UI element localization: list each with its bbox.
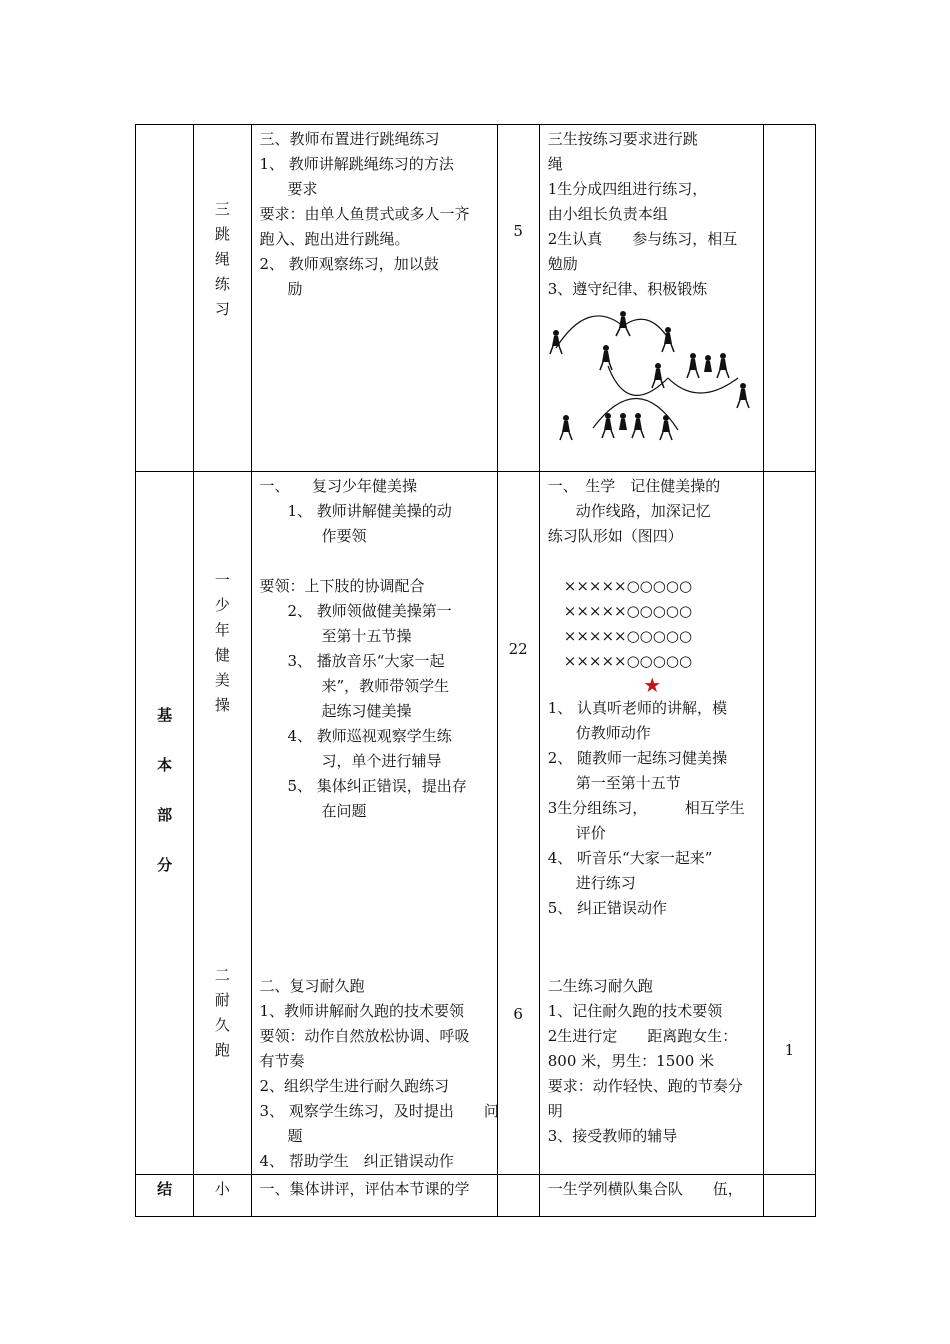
topic-char: 二 [214, 966, 230, 984]
teacher-line: 2、 教师观察练习，加以鼓 [259, 255, 439, 273]
student-line: 2生进行定 距离跑女生： [547, 1027, 738, 1045]
teacher-line: 1、 教师讲解健美操的动 [287, 502, 452, 520]
student-line: 1、记住耐久跑的技术要领 [547, 1002, 723, 1020]
jump-rope-illustration [548, 308, 760, 458]
section-char: 分 [157, 856, 173, 874]
teacher-line: 2、 教师领做健美操第一 [287, 602, 452, 620]
notes-cell [763, 472, 815, 1175]
student-line: 1生分成四组进行练习， [547, 180, 708, 198]
teacher-line: 1、教师讲解耐久跑的技术要领 [259, 1002, 465, 1020]
notes-cell-empty [763, 1175, 815, 1217]
teacher-line: 起练习健美操 [321, 702, 412, 720]
topic-char: 美 [214, 671, 230, 689]
topic-char: 小 [214, 1180, 230, 1198]
teacher-line: 一、集体讲评，评估本节课的学 [259, 1180, 470, 1198]
student-activity-cell [539, 472, 763, 1175]
teacher-line: 4、 帮助学生 纠正错误动作 [259, 1152, 454, 1170]
teacher-activity-cell [251, 125, 497, 472]
topic-char: 年 [214, 621, 230, 639]
section-cell-empty [136, 125, 194, 472]
teacher-line: 二、复习耐久跑 [259, 977, 365, 995]
teacher-line: 要领：上下肢的协调配合 [259, 577, 425, 595]
formation-row: ×××××○○○○○ [563, 652, 693, 670]
time-value: 22 [508, 640, 528, 658]
student-line: 3、接受教师的辅导 [547, 1127, 678, 1145]
topic-cell-main-part [194, 472, 251, 1175]
student-line: 一、 生学 记住健美操的 [547, 477, 721, 495]
teacher-activity-cell [251, 472, 497, 1175]
notes-value: 1 [784, 1041, 795, 1059]
topic-char: 绳 [214, 250, 230, 268]
teacher-line: 要领：动作自然放松协调、呼吸 [259, 1027, 470, 1045]
student-line: 5、 纠正错误动作 [547, 899, 668, 917]
teacher-line: 2、组织学生进行耐久跑练习 [259, 1077, 450, 1095]
student-activity-cell [539, 1175, 763, 1217]
teacher-line: 在问题 [321, 802, 367, 820]
student-line: 评价 [575, 824, 606, 842]
student-line: 练习队形如（图四） [547, 527, 683, 545]
topic-char: 三 [214, 200, 230, 218]
student-line: 动作线路，加深记忆 [575, 502, 711, 520]
topic-char: 一 [214, 571, 230, 589]
student-activity-cell [539, 125, 763, 472]
blank-line [260, 549, 491, 574]
teacher-line: 3、 播放音乐“大家一起 [287, 652, 445, 670]
teacher-line: 5、 集体纠正错误，提出存 [287, 777, 467, 795]
teacher-line: 要求 [287, 180, 318, 198]
teacher-line: 作要领 [321, 527, 367, 545]
topic-char: 习 [214, 300, 230, 318]
topic-cell-ending [194, 1175, 251, 1217]
student-line: 绳 [547, 155, 563, 173]
section-cell-main-part [136, 472, 194, 1175]
teacher-line: 3、 观察学生练习，及时提出 问 [259, 1102, 499, 1120]
topic-cell-jump-rope [194, 125, 251, 472]
teacher-position-star-icon: ★ [643, 673, 662, 697]
section-char: 基 [157, 706, 173, 724]
student-line: 要求：动作轻快、跑的节奏分 [547, 1077, 743, 1095]
student-line: 一生学列横队集合队 伍， [547, 1180, 743, 1198]
blank-line [548, 549, 757, 574]
section-char: 结 [157, 1180, 173, 1198]
teacher-line: 要求：由单人鱼贯式或多人一齐 [259, 205, 470, 223]
topic-char: 久 [214, 1016, 230, 1034]
teacher-line: 跑入、跑出进行跳绳。 [259, 230, 410, 248]
student-line: 二生练习耐久跑 [547, 977, 653, 995]
teacher-line: 有节奏 [259, 1052, 305, 1070]
table-row-jump-rope [136, 125, 816, 472]
topic-char: 练 [214, 275, 230, 293]
student-line: 3生分组练习， 相互学生 [547, 799, 745, 817]
section-char: 部 [157, 806, 173, 824]
student-line: 由小组长负责本组 [547, 205, 668, 223]
notes-cell-empty [763, 125, 815, 472]
student-line: 进行练习 [575, 874, 636, 892]
topic-char: 跑 [214, 1041, 230, 1059]
student-line: 2生认真 参与练习，相互 [547, 230, 738, 248]
formation-row: ×××××○○○○○ [563, 602, 693, 620]
student-line: 4、 听音乐“大家一起来” [547, 849, 713, 867]
topic-char: 操 [214, 696, 230, 714]
time-cell-empty [497, 1175, 539, 1217]
time-value: 5 [513, 222, 523, 240]
student-line: 仿教师动作 [575, 724, 651, 742]
student-line: 3、遵守纪律、积极锻炼 [547, 280, 708, 298]
formation-row: ×××××○○○○○ [563, 577, 693, 595]
table-row-ending [136, 1175, 816, 1217]
teacher-line: 励 [287, 280, 303, 298]
topic-char: 少 [214, 596, 230, 614]
lesson-plan-table [135, 124, 816, 1217]
teacher-line: 至第十五节操 [321, 627, 412, 645]
topic-char: 健 [214, 646, 230, 664]
blank-space [260, 824, 491, 974]
student-line: 明 [547, 1102, 563, 1120]
formation-row: ×××××○○○○○ [563, 627, 693, 645]
topic-char: 耐 [214, 991, 230, 1009]
section-cell-ending [136, 1175, 194, 1217]
teacher-line: 一、 复习少年健美操 [259, 477, 418, 495]
teacher-line: 题 [287, 1127, 303, 1145]
teacher-activity-cell [251, 1175, 497, 1217]
teacher-line: 4、 教师巡视观察学生练 [287, 727, 452, 745]
student-line: 2、 随教师一起练习健美操 [547, 749, 728, 767]
time-cell [497, 472, 539, 1175]
student-line: 1、 认真听老师的讲解，模 [547, 699, 728, 717]
table-row-main-part [136, 472, 816, 1175]
student-line: 三生按练习要求进行跳 [547, 130, 698, 148]
teacher-line: 三、教师布置进行跳绳练习 [259, 130, 440, 148]
student-line: 勉励 [547, 255, 578, 273]
teacher-line: 1、 教师讲解跳绳练习的方法 [259, 155, 454, 173]
blank-space [548, 921, 757, 974]
student-line: 800 米，男生：1500 米 [547, 1052, 715, 1070]
teacher-line: 来”，教师带领学生 [321, 677, 450, 695]
time-cell [497, 125, 539, 472]
topic-char: 跳 [214, 225, 230, 243]
student-line: 第一至第十五节 [575, 774, 681, 792]
time-value: 6 [513, 1005, 523, 1023]
section-char: 本 [157, 756, 173, 774]
teacher-line: 习，单个进行辅导 [321, 752, 442, 770]
